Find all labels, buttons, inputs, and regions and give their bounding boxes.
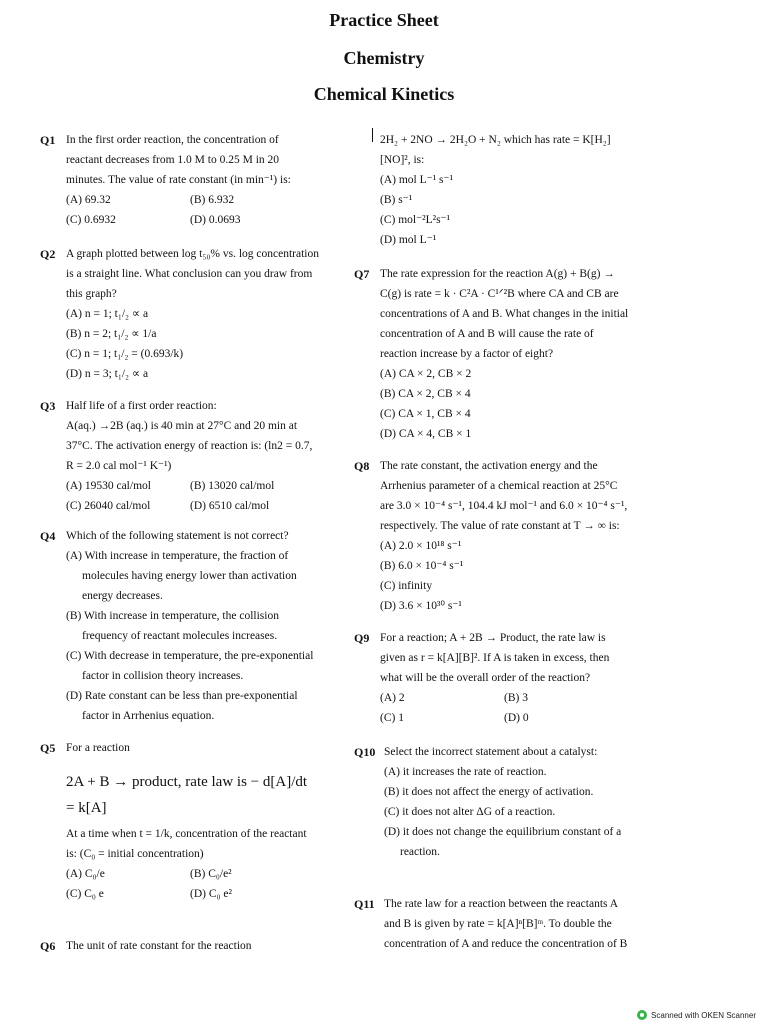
scanner-watermark bbox=[637, 1010, 756, 1020]
option-b: (B) 13020 cal/mol bbox=[190, 480, 275, 492]
option-c: (C) With decrease in temperature, the pre-exponential bbox=[66, 650, 314, 662]
question-number: Q6 bbox=[40, 939, 56, 953]
option-b: (B) With increase in temperature, the collision bbox=[66, 610, 279, 622]
option-d: (D) it does not change the equilibrium constant of a bbox=[384, 826, 622, 838]
question-text: given as r = k[A][B]². If A is taken in excess, then bbox=[380, 652, 610, 664]
page-title: Practice Sheet bbox=[329, 10, 439, 30]
option-c: (C) 26040 cal/mol bbox=[66, 500, 151, 512]
option-c: (C) mol⁻²L²s⁻¹ bbox=[380, 214, 451, 226]
question-text: The rate expression for the reaction A(g) + B(g) → bbox=[380, 268, 615, 280]
question-text: For a reaction; A + 2B → Product, the rate law is bbox=[380, 632, 606, 644]
question-number: Q4 bbox=[40, 529, 56, 543]
question-text: Half life of a first order reaction: bbox=[66, 400, 217, 412]
option-b: (B) 3 bbox=[504, 692, 528, 704]
option-a: (A) With increase in temperature, the fraction of bbox=[66, 550, 289, 562]
question-number: Q8 bbox=[354, 459, 370, 473]
question-text: For a reaction bbox=[66, 742, 130, 754]
subject-title: Chemistry bbox=[343, 48, 425, 68]
option-a: (A) 2 bbox=[380, 692, 405, 704]
question-text: In the first order reaction, the concentration of bbox=[66, 134, 279, 146]
option-b: (B) n = 2; t₁/₂ ∝ 1/a bbox=[66, 328, 157, 340]
question-text: Arrhenius parameter of a chemical reaction at 25°C bbox=[380, 480, 618, 492]
option-a: (A) mol L⁻¹ s⁻¹ bbox=[380, 174, 454, 186]
question-number: Q5 bbox=[40, 741, 56, 755]
question-text: The rate constant, the activation energy and the bbox=[380, 460, 598, 472]
question-text: concentrations of A and B. What changes in the initial bbox=[380, 308, 629, 320]
option-d: (D) 6510 cal/mol bbox=[190, 500, 270, 512]
question-number: Q7 bbox=[354, 267, 370, 281]
option-b: (B) CA × 2, CB × 4 bbox=[380, 388, 471, 400]
option-b-cont: frequency of reactant molecules increases. bbox=[82, 630, 278, 642]
question-text: minutes. The value of rate constant (in min⁻¹) is: bbox=[66, 174, 291, 186]
question-text: Select the incorrect statement about a catalyst: bbox=[384, 746, 598, 758]
option-b: (B) 6.932 bbox=[190, 194, 235, 206]
option-c: (C) 1 bbox=[380, 712, 404, 724]
option-b: (B) s⁻¹ bbox=[380, 194, 413, 206]
option-b: (B) it does not affect the energy of activation. bbox=[384, 786, 594, 798]
question-text: The unit of rate constant for the reaction bbox=[66, 940, 252, 952]
column-divider bbox=[372, 128, 373, 142]
option-d: (D) 0 bbox=[504, 712, 529, 724]
option-d: (D) mol L⁻¹ bbox=[380, 234, 437, 246]
option-c: (C) 0.6932 bbox=[66, 214, 116, 226]
question-number: Q1 bbox=[40, 133, 56, 147]
question-number: Q11 bbox=[354, 897, 375, 911]
rate-law-equation-cont: = k[A] bbox=[66, 800, 107, 816]
option-d: (D) C₀ e² bbox=[190, 888, 232, 900]
question-text: what will be the overall order of the reaction? bbox=[380, 672, 591, 684]
option-c: (C) CA × 1, CB × 4 bbox=[380, 408, 471, 420]
question-text: C(g) is rate = k · C²A · C¹ᐟ²B where CA and CB are bbox=[380, 288, 619, 300]
option-a: (A) 19530 cal/mol bbox=[66, 480, 151, 492]
question-text: is a straight line. What conclusion can you draw from bbox=[66, 268, 313, 280]
question-text: 37°C. The activation energy of reaction is: (ln2 = 0.7, bbox=[66, 440, 313, 452]
scanner-logo-icon bbox=[637, 1010, 647, 1020]
option-d: (D) 3.6 × 10³⁰ s⁻¹ bbox=[380, 600, 462, 612]
question-text: 2H₂ + 2NO → 2H₂O + N₂ which has rate = K[H₂] bbox=[380, 134, 611, 146]
question-text: is: (C₀ = initial concentration) bbox=[66, 848, 204, 860]
option-a: (A) 2.0 × 10¹⁸ s⁻¹ bbox=[380, 540, 462, 552]
option-c: (C) C₀ e bbox=[66, 888, 104, 900]
option-a: (A) CA × 2, CB × 2 bbox=[380, 368, 472, 380]
question-text: R = 2.0 cal mol⁻¹ K⁻¹) bbox=[66, 460, 172, 472]
rate-law-equation: 2A + B → product, rate law is − d[A]/dt bbox=[66, 774, 308, 790]
question-text: concentration of A and reduce the concentration of B bbox=[384, 938, 628, 950]
question-text: reaction increase by a factor of eight? bbox=[380, 348, 554, 360]
question-text: concentration of A and B will cause the rate of bbox=[380, 328, 594, 340]
option-a: (A) n = 1; t₁/₂ ∝ a bbox=[66, 308, 149, 320]
option-d: (D) 0.0693 bbox=[190, 214, 241, 226]
question-text: this graph? bbox=[66, 288, 117, 300]
question-text: reactant decreases from 1.0 M to 0.25 M in 20 bbox=[66, 154, 280, 166]
option-a: (A) it increases the rate of reaction. bbox=[384, 766, 547, 778]
scanner-text: Scanned with OKEN Scanner bbox=[651, 1010, 756, 1020]
question-text: and B is given by rate = k[A]ⁿ[B]ᵐ. To double the bbox=[384, 918, 612, 930]
option-b: (B) 6.0 × 10⁻⁴ s⁻¹ bbox=[380, 560, 464, 572]
option-a-cont: molecules having energy lower than activation bbox=[82, 570, 297, 582]
question-number: Q10 bbox=[354, 745, 376, 759]
question-text: Which of the following statement is not correct? bbox=[66, 530, 289, 542]
option-d-cont: reaction. bbox=[400, 846, 440, 858]
option-d-cont: factor in Arrhenius equation. bbox=[82, 710, 215, 722]
option-c-cont: factor in collision theory increases. bbox=[82, 670, 244, 682]
option-c: (C) it does not alter ΔG of a reaction. bbox=[384, 806, 556, 818]
question-text: A(aq.) →2B (aq.) is 40 min at 27°C and 20 min at bbox=[66, 420, 298, 432]
option-a: (A) 69.32 bbox=[66, 194, 111, 206]
question-text: The rate law for a reaction between the reactants A bbox=[384, 898, 619, 910]
question-text: are 3.0 × 10⁻⁴ s⁻¹, 104.4 kJ mol⁻¹ and 6.0 × 10⁻⁴ s⁻¹, bbox=[380, 500, 628, 512]
question-text: respectively. The value of rate constant at T → ∞ is: bbox=[380, 520, 620, 532]
option-a: (A) C₀/e bbox=[66, 868, 105, 880]
option-b: (B) C₀/e² bbox=[190, 868, 232, 880]
question-text: At a time when t = 1/k, concentration of the reactant bbox=[66, 828, 307, 840]
option-d: (D) Rate constant can be less than pre-exponential bbox=[66, 690, 298, 702]
question-text: [NO]², is: bbox=[380, 154, 425, 166]
option-d: (D) n = 3; t₁/₂ ∝ a bbox=[66, 368, 149, 380]
question-number: Q9 bbox=[354, 631, 370, 645]
option-a-cont: energy decreases. bbox=[82, 590, 163, 602]
question-number: Q2 bbox=[40, 247, 56, 261]
option-c: (C) n = 1; t₁/₂ = (0.693/k) bbox=[66, 348, 184, 360]
question-text: A graph plotted between log t₅₀% vs. log concentration bbox=[66, 248, 319, 260]
question-number: Q3 bbox=[40, 399, 56, 413]
option-d: (D) CA × 4, CB × 1 bbox=[380, 428, 472, 440]
option-c: (C) infinity bbox=[380, 580, 433, 592]
topic-title: Chemical Kinetics bbox=[313, 84, 455, 104]
